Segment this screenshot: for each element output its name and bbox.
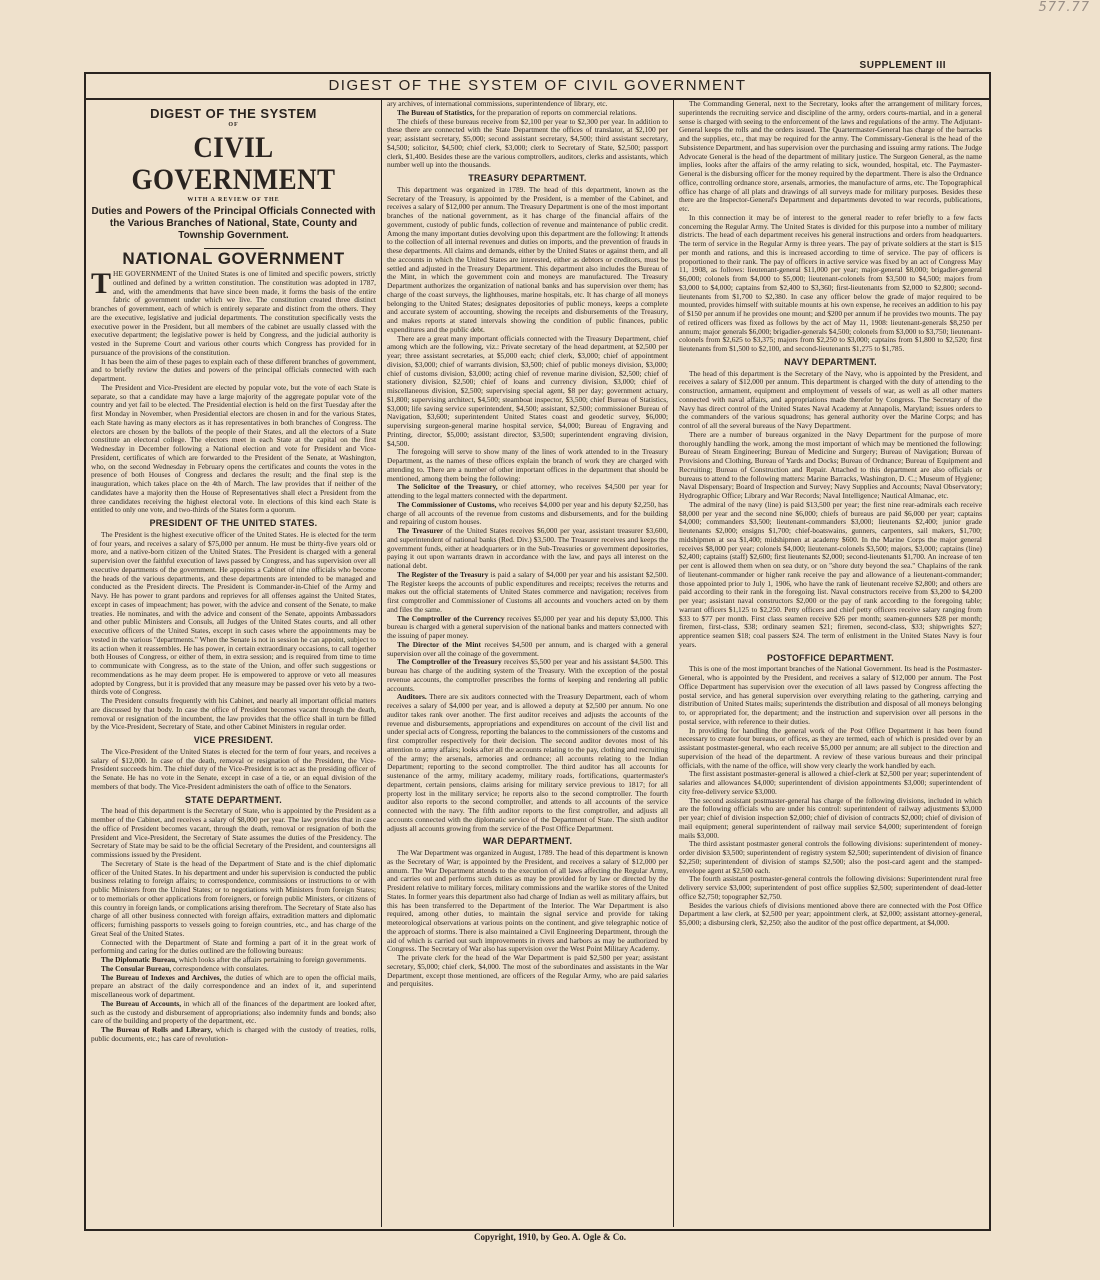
office-name: The Register of the Treasury	[397, 569, 489, 579]
paragraph: Besides the various chiefs of divisions mentioned above there are connected with the Post Office Department a law clerk, at $2,500 per year; appointment clerk, at $2,000; assistant attorney-general, $5,000; a disbursing clerk, $2,250; also the auditor of the post office department, at $4,000.	[679, 900, 982, 927]
paragraph: The first assistant postmaster-general is allowed a chief-clerk at $2,500 per year; superintendent of salaries and allowances $4,000; superintendent of division appointments $3,000; superintendent of city free-delivery service $3,000.	[679, 769, 982, 796]
section-heading-treasury: TREASURY DEPARTMENT.	[468, 173, 587, 183]
paragraph: The head of this department is the Secretary of State, who is appointed by the President as a member of the Cabinet, and receives a salary of $8,000 per year. The law provides that in case the office of President becomes vacant, through the death, removal or resignation of both the President and Vice-President, the Secretary of State assumes the duties of the Presidency. The Secretary of State may be said to be the official Secretary of the President, and countersigns all commissions issued by the President.	[91, 806, 376, 859]
bureau-item	[91, 1000, 376, 1026]
paragraph: This is one of the most important branches of the National Government. Its head is the Postmaster-General, who is appointed by the President, and receives a salary of $12,000 per annum. The Post Office Department has supervision over the execution of all laws passed by Congress affecting the postal service, and has general supervision over everything relating to the gathering, carrying and distribution of United States mails; superintends the distribution and disposal of all moneys belonging to, or appropriated for, the department; and the instruction and supervision over all persons in the postal service, with reference to their duties.	[679, 664, 982, 726]
office-text: receives $5,500 per year and his assistant $4,500. This bureau has charge of the auditing system of the Treasury. With the exception of the postal revenue accounts, the comptroller prescribes the forms of keeping and rendering all public accounts.	[387, 657, 668, 693]
paragraph: It has been the aim of these pages to explain each of these different branches of government, and to briefly review the duties and powers of the principal officials connected with each department.	[91, 356, 376, 383]
title-subtitle: Duties and Powers of the Principal Officials Connected with the Various Branches of National, State, County and Township Government.	[91, 206, 376, 242]
title-block	[91, 100, 376, 269]
office-item	[387, 658, 668, 693]
bureau-name: The Bureau of Accounts,	[101, 998, 182, 1008]
bureau-name: The Diplomatic Bureau,	[101, 955, 178, 964]
office-text: of the United States receives $6,000 per year, assistant treasurer $3,600, and superintendent of national banks (Red. Div.) $3,500. The Treasurer receives and keeps the government funds, either at headquarters or in the Sub-Treasuries or government depositories, paying it out upon warrants drawn in accordance with the law, and pays all interest on the national debt.	[387, 526, 668, 570]
bureau-text: the duties of which are to open the official mails, prepare an abstract of the daily correspondence and an index of it, and superintend miscellaneous work of department.	[91, 972, 377, 999]
paragraph: The chiefs of these bureaus receive from $2,100 per year to $2,300 per year. In addition to these there are connected with the State Department the offices of translator, at $2,100 per year; assistant secretary, $5,000; second assistant secretary, $4,500; third assistant secretary, $4,500; solicitor, $4,500; chief clerk, $3,000; clerk to Secretary of State, $2,500; passport clerk, $1,400. Besides these are the various comptrollers, auditors, clerks and assistants, which number well up into the thousands.	[387, 116, 668, 170]
supplement-label: SUPPLEMENT III	[859, 60, 946, 71]
column-1	[86, 100, 382, 1227]
office-text: receives $5,000 per year and his deputy $3,000. This bureau is charged with a general supervision of the national banks and matters connected with the issuing of paper money.	[387, 613, 668, 640]
paragraph: The foregoing will serve to show many of the lines of work attended to in the Treasury Department, as the names of these offices explain the branch of work they are charged with attending to. There are a number of other important offices in the department that should be mentioned, among them being the following:	[387, 447, 668, 483]
paragraph: The Secretary of State is the head of the Department of State and is the chief diplomatic officer of the United States. In his department and under his supervision is conducted the public business relating to foreign affairs; to correspondence, commissions or instructions to or with public Ministers from the United States; or to negotiations with Ministers from foreign States; or to memorials or other applications from foreigners, or foreign public Ministers, or citizens of this country in foreign lands, or complications arising therefrom. The Secretary of State also has charge of all other business connected with foreign affairs, extradition matters and diplomatic officers; furnishing passports to vessels going to foreign countries, etc., and has charge of the Great Seal of the United States.	[91, 858, 376, 938]
paragraph: The President consults frequently with his Cabinet, and nearly all important official matters are discussed by that body. In case the office of President becomes vacant through the death, removal or resignation of the incumbent, the law provides that the office shall in turn be filled by the Vice-President, Secretary of State, and other Cabinet Ministers in regular order.	[91, 696, 376, 732]
office-text: There are six auditors connected with the Treasury Department, each of whom receives a salary of $4,000 per year, and is allowed a deputy at $2,500 per annum. No one auditor takes rank over another. The first auditor receives and adjusts the accounts of the revenue and disbursements, appropriations and expenditures on account of the civil list and under special acts of Congress, reporting the balances to the commissioners of the customs and first comptroller respectively for their decision. The second auditor devotes most of his attention to army affairs; looks after all the accounts relating to the pay, clothing and recruiting of the army; the arsenals, armories and ordnance; all accounts relating to the Indian Department; reporting to the second comptroller. The third auditor has all accounts for sustenance of the army, military academy, military roads, fortifications, quartermaster's department, certain pensions, claims arising for military service previous to 1817; for all property lost in the military service; he reports also to the second comptroller. The fourth auditor also reports to the second comptroller, and attends to all accounts of the service connected with the navy. The fifth auditor reports to the first comptroller, and adjusts all accounts connected with the diplomatic service of the Department of State. The sixth auditor adjusts all accounts growing from the service of the Post Office Department.	[387, 692, 668, 833]
column-3	[674, 100, 987, 1227]
office-item	[387, 615, 668, 641]
paragraph: The third assistant postmaster general controls the following divisions: superintendent of money-order division $3,500; superintendent of registry system $2,500; superintendent of division of finance $2,250; superintendent of division of stamps $2,500; also the post-card agent and the stamped-envelope agent at $2,500 each.	[679, 839, 982, 875]
office-item	[387, 641, 668, 659]
office-name: The Treasurer	[397, 526, 444, 535]
section-heading-vice-president: VICE PRESIDENT.	[193, 735, 274, 745]
banner-title: DIGEST OF THE SYSTEM OF CIVIL GOVERNMENT	[86, 74, 989, 100]
bureau-name: The Bureau of Statistics,	[397, 107, 475, 117]
paragraph: In this connection it may be of interest to the general reader to refer briefly to a few facts concerning the Regular Army. The United States is divided for this purpose into a number of military districts. The head of each department receives his general instructions and orders from headquarters. The term of service in the Regular Army is three years. The pay of private soldiers at the start is $15 per month and rations, and this is increased according to time of service. The pay of officers is proportioned to their rank. The pay of officers in active service was fixed by an act of Congress May 11, 1908, as follows: lieutenant-general $11,000 per year; major-general $8,000; brigadier-general $6,000; colonels from $4,000 to $5,000; lieutenant-colonels from $3,500 to $4,500; majors from $3,000 to $4,000; captains from $2,400 to $3,360; first-lieutenants from $2,000 to $2,800; second-lieutenants from $1,700 to $2,380. In case any officer below the grade of major required to be mounted, provides himself with suitable mounts at his own expense, he receives an addition to his pay of $150 per annum if he provides one mount; and $200 per annum if he provides two mounts. The pay of retired officers was fixed as follows by the act of May 11, 1908: lieutenant-generals $8,250 per annum; major generals $6,000; brigadier-generals $4,500; colonels from $3,000 to $3,750; lieutenant-colonels from $2,625 to $3,375; majors from $2,250 to $3,000; captains from $1,800 to $2,520; first lieutenants from $1,500 to $2,100, and second-lieutenants $1,275 to $1,785.	[679, 212, 982, 353]
title-review: WITH A REVIEW OF THE	[187, 196, 280, 203]
paragraph: This department was organized in 1789. The head of this department, known as the Secretary of the Treasury, is appointed by the President, is a member of the Cabinet, and receives a salary of $12,000 per annum. The Treasury Department is one of the most important branches of the national government, as it has charge of the financial affairs of the government, custody of public funds, collection of revenue and maintenance of public credit. Among the many important duties devolving upon this department are the following: It attends to the collection of all internal revenues and duties on imports, and the prevention of frauds in these departments. All claims and demands, either by the United States or against them, and all the accounts in which the United States are interested, either as debtors or creditors, must be settled and adjusted in the Treasury Department. This department also includes the Bureau of the Mint, in which the government coin and moneys are manufactured. The Treasury Department authorizes the organization of national banks and has supervision over them; has charge of the coast surveys, the lighthouses, marine hospitals, etc. It has charge of all moneys belonging to the United States; designates depositories of public moneys, keeps a complete and accurate system of accounting, showing the receipts and disbursements of the Treasury, and makes reports at stated intervals showing the condition of public finances, public expenditures and the public debt.	[387, 184, 668, 334]
section-heading-president: PRESIDENT OF THE UNITED STATES.	[149, 518, 318, 528]
office-name: The Commissioner of Customs,	[397, 499, 497, 509]
office-text: or chief attorney, who receives $4,500 per year for attending to the legal matters connected with the department.	[387, 482, 668, 500]
paragraph: The head of this department is the Secretary of the Navy, who is appointed by the President, and receives a salary of $12,000 per annum. This department is charged with the duty of attending to the construction, armament, equipment and employment of vessels of war, as well as all other matters connected with naval affairs, and appropriations made therefor by Congress. The Secretary of the Navy has direct control of the United States Naval Academy at Annapolis, Maryland; issues orders to the commanders of the various squadrons; has general authority over the Marine Corps; and has control of all the several bureaus of the Navy Department.	[679, 368, 982, 430]
title-digest: DIGEST OF THE SYSTEM	[150, 106, 317, 121]
paragraph: The fourth assistant postmaster-general controls the following divisions: Superintendent rural free delivery service $3,000; superintendent of post office supplies $2,500; superintendent of dead-letter office $2,750; topographer $2,750.	[679, 874, 982, 901]
paragraph: The admiral of the navy (line) is paid $13,500 per year; the first nine rear-admirals each receive $8,000 per year and the second nine $6,000; chiefs of bureaus are paid $6,000 per year; captains $4,000; commanders $3,500; lieutenant-commanders $3,000; lieutenants $2,400; junior grade lieutenants $2,000; ensigns $1,700; chief-boatswains, gunners, carpenters, sail makers, $1,700; midshipmen at sea $1,400; midshipmen at academy $600. In the Marine Corps the major general receives $8,000 per year; colonels $4,000; lieutenant-colonels $3,500; majors, $3,000; captains (line) $2,400; captains (staff) $2,600; first lieutenants $2,000; second-lieutenants $1,700. An increase of ten per cent is allowed them when on sea duty, or on "shore duty beyond the sea." Chaplains of the rank of lieutenant-commander or higher rank receive the pay and allowance of a lieutenant-commander; those appointed prior to July 1, 1906, who have the rank of lieutenant receive $2,800; and others are paid according to their rank in the foregoing list. Naval constructors receive from $3,200 to $4,200 per year; assistant naval constructors $2,000 or the pay of rank according to the foregoing table; warrant officers $1,125 to $2,250. Petty officers and chief petty officers receive salary ranging from $33 to $77 per month. First class seamen receive $26 per month; seamen-gunners $28 per month; firemen, first-class, $38; ordinary seamen $21; firemen, second-class, $33; shipwrights $27; apprentice seamen $18; coal passers $24. The term of enlistment in the United States Navy is four years.	[679, 499, 982, 649]
bureau-name: The Bureau of Indexes and Archives,	[101, 972, 222, 982]
office-item	[387, 527, 668, 571]
office-name: The Comptroller of the Currency	[397, 613, 505, 623]
paragraph: The Commanding General, next to the Secretary, looks after the arrangement of military forces, superintends the recruiting service and discipline of the army, orders courts-martial, and in a general sense is charged with seeing to the enforcement of the laws and regulations of the army. The Adjutant-General keeps the rolls and the orders issued. The Quartermaster-General has charge of the barracks and the supplies, etc., that may be required for the army. The Commissary-General is the head of the Subsistence Department, and has supervision over the purchasing and issuing army rations. The Judge Advocate General is the head of the department of military justice. The Surgeon General, as the name implies, looks after the affairs of the army relating to sick, wounded, hospital, etc. The Paymaster-General is the disbursing officer for the money required by the department. There is also the Ordnance office, controlling ordnance store, arsenals, armories, the manufacture of arms, etc. The Topographical office has charge of all plats and drawings of all surveys made for military purposes. Besides these there are the Inspector-General's Department and departments devoted to war records, publications, etc.	[679, 100, 982, 213]
section-heading-navy: NAVY DEPARTMENT.	[784, 356, 877, 367]
bureau-name: The Consular Bureau,	[101, 963, 172, 973]
copyright-line: Copyright, 1910, by Geo. A. Ogle & Co.	[474, 1232, 626, 1242]
bureau-item	[91, 1026, 376, 1044]
bureau-text: which looks after the affairs pertaining to foreign governments.	[177, 955, 367, 964]
bureau-text: in which all of the finances of the department are looked after, such as the custody and disbursement of appropriations; also indemnity funds and bonds; also care of the building and property of the department, etc.	[91, 998, 376, 1026]
section-heading-state: STATE DEPARTMENT.	[185, 794, 282, 805]
title-civil-government: CIVIL GOVERNMENT	[131, 130, 336, 196]
paragraph: ary archives, of international commissions, superintendence of library, etc.	[387, 100, 608, 108]
page-frame	[84, 72, 991, 1231]
office-text: who receives $4,000 per year and his deputy $2,250, has charge of all accounts of the revenue from customs and disbursements, and for the building and repairing of custom houses.	[387, 499, 668, 527]
paragraph: There are a great many important officials connected with the Treasury Department, chief among which are the following, viz.: Private secretary of the head department, at $2,500 per year; three assistant secretaries, at $5,000 each; chief clerk, $3,000; chief of appointment division, $3,000; chief of warrants division, $3,500; chief of public moneys division, $3,000; chief of customs division, $3,000; acting chief of revenue marine division, $2,500; chief of stationery division, $2,500; chief of loans and currency division, $3,000; chief of miscellaneous division, $2,500; supervising special agent, $8 per day; government actuary, $1,800; supervising architect, $4,500; steamboat inspector, $3,500; chief Bureau of Statistics, $3,000; life saving service superintendent, $4,500; assistant, $2,500; commissioner Bureau of Navigation, $3,600; superintendent United States coast and geodetic survey, $6,000; supervising surgeon-general marine hospital service, $4,000; Bureau of Engraving and Printing, director, $5,000; assistant director, $3,500; superintendent engraving division, $4,500.	[387, 333, 668, 448]
bureau-name: The Bureau of Rolls and Library,	[101, 1025, 213, 1034]
office-name: The Director of the Mint	[397, 639, 481, 649]
paragraph: The War Department was organized in August, 1789. The head of this department is known as the Secretary of War; is appointed by the President, and receives a salary of $12,000 per annum. The War Department attends to the execution of all laws affecting the Regular Army, and carries out and performs such duties as may be provided for by law or directed by the President relative to military forces, military commissions and the warlike stores of the United States. In former years this department also had charge of Indian as well as military affairs, but this has been transferred to the Department of the Interior. The War Department is also required, among other duties, to maintain the signal service and provide for taking meteorological observations at various points on the continent, and give telegraphic notice of the approach of storms. There is also maintained a Civil Engineering Department, through the aid of which is carried out such improvements in rivers and harbors as may be authorized by Congress. The Secretary of War also has supervision over the West Point Military Academy.	[387, 848, 668, 954]
paragraph: The second assistant postmaster-general has charge of the following divisions, included in which are the following officials who are under his control: superintendent of railway adjustments $3,000 per year; chief of division inspection $2,000; chief of division of contracts $2,000; chief of division of mail equipment; general superintendent of railway mail service $4,000; superintendent of foreign mails $3,000.	[679, 795, 982, 840]
office-item	[387, 571, 668, 615]
office-item	[387, 501, 668, 527]
paragraph: Connected with the Department of State and forming a part of it in the great work of performing and caring for the duties outlined are the following bureaus:	[91, 937, 376, 956]
office-name: Auditors.	[397, 692, 427, 702]
archive-annotation: 577.77	[1038, 0, 1090, 15]
office-text: is paid a salary of $4,000 per year and his assistant $2,500. The Register keeps the accounts of public expenditures and receipts; receives the returns and makes out the official statements of United States commerce and navigation; receives from first comptroller and Commissioner of Customs all accounts and vouchers acted on by them and files the same.	[387, 569, 669, 614]
office-item	[387, 483, 668, 501]
bureau-text: correspondence with consulates.	[171, 963, 269, 973]
column-2	[382, 100, 674, 1227]
title-of: OF	[228, 121, 239, 128]
paragraph: The President and Vice-President are elected by popular vote, but the vote of each State is separate, so that a candidate may have a large majority of the aggregate popular vote of the country and yet fail to be elected. The Presidential election is held on the first Tuesday after the first Monday in November, when Presidential electors are chosen in and for the various States, each State having as many electors as it has representatives in both branches of Congress. The electors are chosen by the ballots of the people of their States, and all the electors of a State constitute an electoral college. The electors meet in each State at the capital on the first Wednesday in December following a National election and vote for President and Vice-President, certificates of which are forwarded to the President of the Senate, at Washington, who, on the second Wednesday in February opens the certificates and counts the votes in the presence of both Houses of Congress and declares the result; and the final step is the inauguration, which takes place on the 4th of March. The law provides that if neither of the candidates have a majority then the House of Representatives shall elect a President from the three candidates receiving the highest electoral vote. In elections of this kind each State is entitled to only one vote, and two-thirds of the States form a quorum.	[91, 382, 376, 515]
bureau-text: which is charged with the custody of treaties, rolls, public documents, etc.; has care of revolution-	[91, 1025, 376, 1043]
section-heading-war: WAR DEPARTMENT.	[482, 836, 573, 847]
office-text: receives $4,500 per annum, and is charged with a general supervision over all the coinage of the government.	[387, 639, 668, 658]
office-item	[387, 693, 668, 833]
section-heading-postoffice: POSTOFFICE DEPARTMENT.	[767, 652, 894, 663]
national-government-heading: NATIONAL GOVERNMENT	[122, 249, 345, 269]
paragraph: The President is the highest executive officer of the United States. He is elected for the term of four years, and receives a salary of $75,000 per annum. He must be thirty-five years old or more, and a native-born citizen of the United States. The President is charged with a general supervision over the faithful execution of laws passed by Congress, and has supervision over all executive departments of the government. He appoints a Cabinet of nine officials who become the heads of the various departments, and these departments are intended to be managed and conducted as the President directs. The President is Commander-in-Chief of the Army and Navy. He has power to grant pardons and reprieves for all offenses against the United States, except in cases of impeachment; has power, with the advice and consent of the Senate, to make treaties. He nominates, and with the advice and consent of the Senate, appoints Ambassadors and other public Ministers and Consuls, all Judges of the United States courts, and all other executive officers of the United States, except in such cases where the appointments may be vested in the various "departments." When the Senate is not in session he can appoint, subject to its action when it reassembles. He has power, in certain extraordinary occasions, to call together both Houses of Congress, or either of them, in extra session; and is required from time to time to communicate with Congress, as to the state of the Union, and offer such suggestions or recommendations as he may deem proper. He is empowered to approve or veto all measures adopted by Congress, but it is provided that any measure may be passed over his veto by a two-thirds vote of Congress.	[91, 529, 376, 697]
intro-paragraph	[91, 267, 376, 358]
paragraph: The Vice-President of the United States is elected for the term of four years, and receives a salary of $12,000. In case of the death, removal or resignation of the President, the Vice-President succeeds him. The chief duty of the Vice-President is to act as the presiding officer of the Senate. He has no vote in the Senate, except in case of a tie, or an equal division of the members of that body. The Vice-President administers the oath of office to the Senators.	[91, 746, 376, 791]
office-name: The Solicitor of the Treasury,	[397, 482, 498, 492]
office-name: The Comptroller of the Treasury	[397, 657, 502, 667]
paragraph: The private clerk for the head of the War Department is paid $2,500 per year; assistant secretary, $5,000; chief clerk, $4,000. The most of the subordinates and assistants in the War Department, except those mentioned, are officers of the Regular Army, who are paid salaries and perquisites.	[387, 953, 668, 989]
paragraph: There are a number of bureaus organized in the Navy Department for the purpose of more thoroughly handling the work, among the most important of which may be mentioned the following: Bureau of Steam Engineering; Bureau of Medicine and Surgery; Bureau of Navigation; Bureau of Provisions and Clothing, Bureau of Yards and Docks; Bureau of Ordnance; Bureau of Equipment and Recruiting; Bureau of Construction and Repair. Attached to this department are also officials or bureaus to attend to the following matters: Marine Barracks, Washington, D. C.; Museum of Hygiene; Naval Dispensary; Board of Inspection and Survey; Navy Supplies and Accounts; Naval Observatory; Hydrographic Office; Library and War Records; Naval Intelligence; Nautical Almanac, etc.	[679, 429, 982, 500]
bureau-item	[91, 974, 376, 1000]
drop-cap: T	[91, 267, 112, 300]
intro-text: HE GOVERNMENT of the United States is one of limited and specific powers, strictly outlined and defined by a written constitution. The constitution was adopted in 1787, and, with the amendments that have since been made, it forms the basis of the entire fabric of government under which we live. The constitution created three distinct branches of government, each of which is entirely separate and distinct from the others. They are the executive, legislative and judicial departments. The constitution specifically vests the executive power in the President, but all members of the cabinet are usually classed with the executive department; the legislative power is held by Congress, and the judicial authority is vested in the Supreme Court and various other courts which Congress has provided for in pursuance of the provisions of the constitution.	[91, 269, 376, 357]
paragraph: In providing for handling the general work of the Post Office Department it has been found necessary to create four bureaus, or offices, as they are termed, each of which is presided over by an assistant postmaster-general, who each receive $5,000 per annum; are all subject to the direction and supervision of the head of the department. A review of these various bureaus and their principal officials, with the name of the office, will show very clearly the work handled by each.	[679, 725, 982, 770]
bureau-text: for the preparation of reports on commercial relations.	[474, 107, 637, 117]
